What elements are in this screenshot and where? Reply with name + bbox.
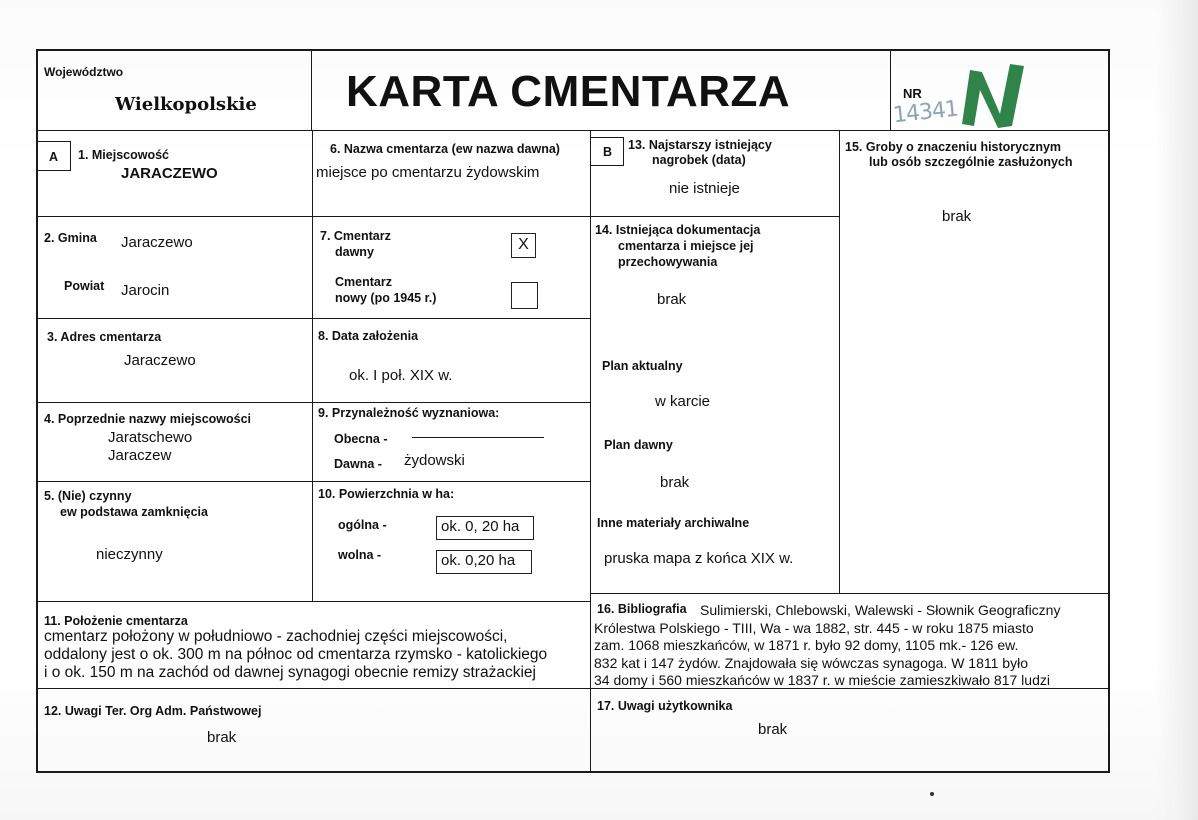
f10-wolna-value: ok. 0,20 ha [436, 550, 532, 574]
row-divider-5 [37, 601, 590, 602]
f16-label: 16. Bibliografia [597, 602, 687, 616]
f14-plan-aktualny-value: w karcie [655, 393, 711, 410]
f15-label-2: lub osób szczególnie zasłużonych [869, 155, 1073, 169]
f17-label: 17. Uwagi użytkownika [597, 699, 733, 713]
f14-plan-aktualny-label: Plan aktualny [602, 359, 683, 373]
header-divider-2 [890, 50, 891, 130]
f5-label-2: ew podstawa zamknięcia [60, 505, 208, 519]
nr-label: NR [903, 86, 922, 101]
col-divider-3 [839, 130, 840, 593]
f8-value: ok. I poł. XIX w. [349, 367, 453, 384]
section-b-letter: B [603, 145, 613, 159]
signature-mark-icon [948, 56, 1038, 136]
f10-ogolna-label: ogólna - [338, 518, 387, 532]
f14-plan-dawny-label: Plan dawny [604, 438, 673, 452]
f14-label-3: przechowywania [618, 255, 718, 269]
f15-value: brak [942, 208, 972, 225]
f5-label-1: 5. (Nie) czynny [44, 489, 132, 503]
f6-value: miejsce po cmentarzu żydowskim [316, 164, 540, 181]
f7-label-2: dawny [335, 245, 374, 259]
f16-line-4: 832 kat i 147 żydów. Znajdowała się wówczas synagoga. W 1811 było [594, 655, 1028, 671]
f5-value: nieczynny [96, 546, 163, 563]
col-divider-2 [590, 130, 591, 773]
header-divider-1 [311, 50, 312, 130]
f2-powiat-value: Jarocin [121, 282, 170, 299]
f14-label-1: 14. Istniejąca dokumentacja [595, 223, 761, 237]
f7-label-1: 7. Cmentarz [320, 229, 391, 243]
f13-value: nie istnieje [669, 180, 740, 197]
f10-wolna-label: wolna - [338, 548, 382, 562]
f14-plan-dawny-value: brak [660, 474, 690, 491]
f1-value: JARACZEWO [121, 165, 218, 182]
f14-label-2: cmentarza i miejsce jej [618, 239, 754, 253]
f16-line-2: Królestwa Polskiego - TIII, Wa - wa 1882, str. 445 - w roku 1875 miasto [594, 620, 1034, 636]
f4-value-2: Jaraczew [108, 447, 172, 464]
f12-label: 12. Uwagi Ter. Org Adm. Państwowej [44, 704, 262, 718]
cemetery-new-checkbox[interactable] [511, 282, 538, 309]
page-edge-shadow [1156, 0, 1198, 820]
f11-label: 11. Położenie cmentarza [44, 614, 188, 628]
f3-label: 3. Adres cmentarza [47, 330, 162, 344]
f2-gmina-value: Jaraczewo [121, 234, 193, 251]
f13-label-1: 13. Najstarszy istniejący [628, 138, 772, 152]
f8-label: 8. Data założenia [318, 329, 419, 343]
scan-speck [930, 792, 934, 796]
cemetery-old-checkbox[interactable]: X [511, 233, 536, 258]
f11-line-3: i o ok. 150 m na zachód od dawnej synagogi obecnie remizy strażackiej [44, 664, 536, 681]
f14-value: brak [657, 291, 687, 308]
f14-inne-label: Inne materiały archiwalne [597, 516, 750, 530]
f9-dawna-label: Dawna - [334, 457, 382, 471]
f1-label: 1. Miejscowość [78, 148, 170, 162]
f12-value: brak [207, 729, 237, 746]
f15-label-1: 15. Groby o znaczeniu historycznym [845, 140, 1062, 154]
f9-obecna-blank-line [412, 437, 544, 438]
nr-handwritten-number: 14341 [891, 96, 960, 129]
wojewodztwo-value: Wielkopolskie [115, 94, 257, 115]
section-a-letter: A [49, 150, 59, 164]
row-divider-4 [37, 481, 590, 482]
card-title: KARTA CMENTARZA [346, 67, 791, 116]
f9-label: 9. Przynależność wyznaniowa: [318, 406, 500, 420]
f9-dawna-value: żydowski [404, 452, 465, 469]
f11-line-1: cmentarz położony w południowo - zachodniej części miejscowości, [44, 628, 508, 645]
f10-label: 10. Powierzchnia w ha: [318, 487, 455, 501]
col3-divider-14-16 [590, 593, 1110, 594]
f4-value-1: Jaratschewo [108, 429, 193, 446]
f9-obecna-label: Obecna - [334, 432, 388, 446]
f10-ogolna-value: ok. 0, 20 ha [436, 516, 534, 540]
f4-label: 4. Poprzednie nazwy miejscowości [44, 412, 252, 426]
f3-value: Jaraczewo [124, 352, 196, 369]
f13-label-2: nagrobek (data) [652, 153, 746, 167]
row-divider-2 [37, 318, 590, 319]
f14-inne-value: pruska mapa z końca XIX w. [604, 550, 794, 567]
col-divider-1 [312, 130, 313, 601]
f7-label-3: Cmentarz [335, 275, 392, 289]
f2-powiat-label: Powiat [64, 279, 105, 293]
wojewodztwo-label: Województwo [44, 65, 124, 79]
f11-line-2: oddalony jest o ok. 300 m na północ od cmentarza rzymsko - katolickiego [44, 646, 548, 663]
f16-line-3: zam. 1068 mieszkańców, w 1871 r. było 92 domy, 1105 mk.- 126 ew. [594, 637, 1019, 653]
f2-gmina-label: 2. Gmina [44, 231, 97, 245]
row-divider-1 [37, 216, 590, 217]
f17-value: brak [758, 721, 788, 738]
f16-line-1: Sulimierski, Chlebowski, Walewski - Słownik Geograficzny [700, 602, 1061, 618]
col3-divider-13-14 [590, 216, 839, 217]
f7-label-4: nowy (po 1945 r.) [335, 291, 437, 305]
f6-label: 6. Nazwa cmentarza (ew nazwa dawna) [330, 142, 560, 156]
row-divider-3 [37, 402, 590, 403]
f16-line-5: 34 domy i 560 mieszkańców w 1837 r. w mieście zamieszkiwało 817 ludzi [594, 672, 1050, 688]
